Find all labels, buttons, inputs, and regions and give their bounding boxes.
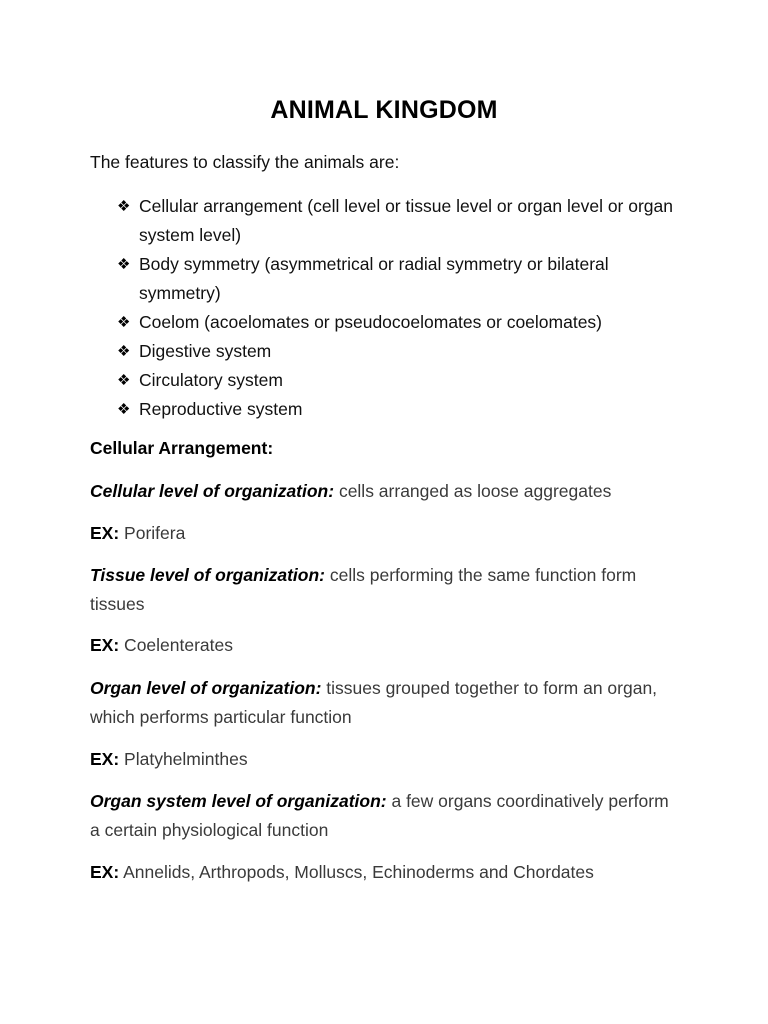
example-label: EX: xyxy=(90,749,120,769)
diamond-bullet-icon: ❖ xyxy=(117,372,131,389)
list-item xyxy=(117,366,677,395)
feature-list xyxy=(117,192,677,424)
list-item-text: Body symmetry (asymmetrical or radial symmetry or bilateral symmetry) xyxy=(139,254,609,303)
definition-paragraph xyxy=(90,787,680,845)
intro-text: The features to classify the animals are: xyxy=(90,152,400,172)
list-item xyxy=(117,395,677,424)
definition-text: tissues grouped together to form an organ, which performs particular function xyxy=(90,678,658,727)
document-title: ANIMAL KINGDOM xyxy=(270,96,498,124)
definition-term: Tissue level of organization: xyxy=(90,565,326,585)
list-item xyxy=(117,337,677,366)
example-text: Annelids, Arthropods, Molluscs, Echinoderms and Chordates xyxy=(119,862,594,882)
diamond-bullet-icon: ❖ xyxy=(117,314,131,331)
diamond-bullet-icon: ❖ xyxy=(117,401,131,418)
diamond-bullet-icon: ❖ xyxy=(117,256,131,273)
example-text: Platyhelminthes xyxy=(119,749,248,769)
definition-paragraph xyxy=(90,477,680,506)
example-paragraph xyxy=(90,631,680,660)
list-item xyxy=(117,308,677,337)
example-paragraph xyxy=(90,858,680,887)
diamond-bullet-icon: ❖ xyxy=(117,343,131,360)
example-text: Porifera xyxy=(119,523,186,543)
example-label: EX: xyxy=(90,862,120,882)
example-label: EX: xyxy=(90,523,120,543)
diamond-bullet-icon: ❖ xyxy=(117,198,131,215)
section-heading: Cellular Arrangement: xyxy=(90,438,274,458)
list-item-text: Reproductive system xyxy=(139,399,303,419)
list-item xyxy=(117,192,677,250)
definition-term: Organ system level of organization: xyxy=(90,791,387,811)
example-label: EX: xyxy=(90,635,120,655)
list-item xyxy=(117,250,677,308)
definition-paragraph xyxy=(90,674,680,732)
definition-text: cells arranged as loose aggregates xyxy=(334,481,612,501)
list-item-text: Cellular arrangement (cell level or tissue level or organ level or organ system level) xyxy=(139,196,674,245)
example-text: Coelenterates xyxy=(119,635,234,655)
list-item-text: Circulatory system xyxy=(139,370,283,390)
example-paragraph xyxy=(90,745,680,774)
definition-text: a few organs coordinatively perform a certain physiological function xyxy=(90,791,669,840)
example-paragraph xyxy=(90,519,680,548)
definition-text: cells performing the same function form tissues xyxy=(90,565,637,614)
definition-paragraph xyxy=(90,561,680,619)
list-item-text: Coelom (acoelomates or pseudocoelomates or coelomates) xyxy=(139,312,603,332)
definition-term: Cellular level of organization: xyxy=(90,481,335,501)
definition-term: Organ level of organization: xyxy=(90,678,322,698)
list-item-text: Digestive system xyxy=(139,341,272,361)
